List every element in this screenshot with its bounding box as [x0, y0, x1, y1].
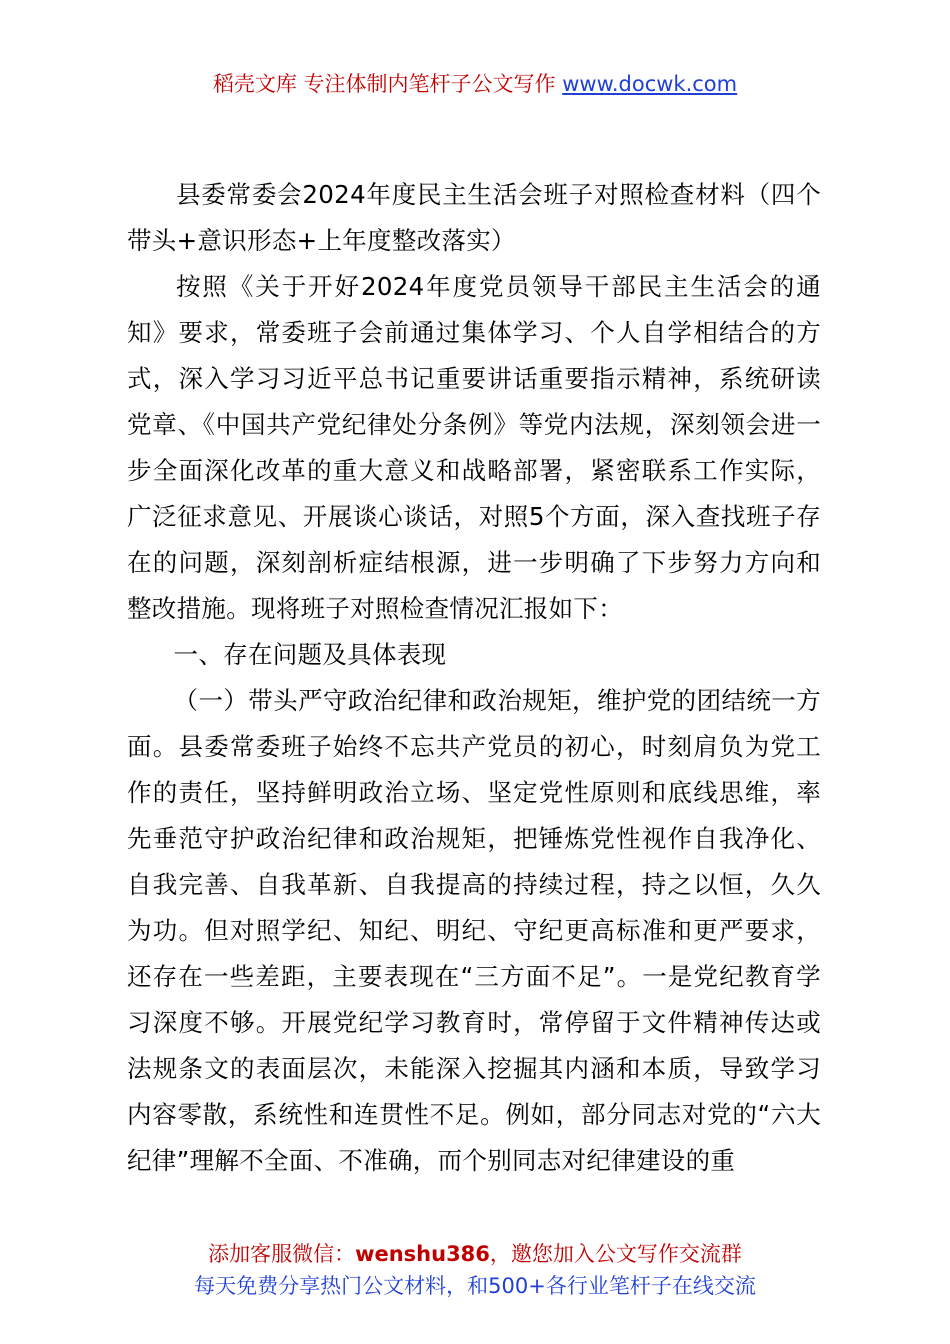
document-title: 县委常委会2024年度民主生活会班子对照检查材料（四个带头+意识形态+上年度整改落实）: [127, 180, 821, 255]
page-header: [0, 68, 950, 100]
header-brand-text: 稻壳文库 专注体制内笔杆子公文写作: [212, 72, 556, 96]
header-url-link[interactable]: www.docwk.com: [562, 72, 738, 96]
paragraph-intro: 按照《关于开好2024年度党员领导干部民主生活会的通知》要求，常委班子会前通过集体学习、个人自学相结合的方式，深入学习习近平总书记重要讲话重要指示精神，系统研读党章、《中国共产党纪律处分条例》等党内法规，深刻领会进一步全面深化改革的重大意义和战略部署，紧密联系工作实际，广泛征求意见、开展谈心谈话，对照5个方面，深入查找班子存在的问题，深刻剖析症结根源，进一步明确了下步努力方向和整改措施。现将班子对照检查情况汇报如下：: [127, 272, 821, 623]
footer-wechat-prefix: 添加客服微信：: [208, 1242, 356, 1266]
footer-line-1: [0, 1238, 950, 1270]
footer-wechat-suffix: ，邀您加入公文写作交流群: [489, 1242, 742, 1266]
footer-line-2: 每天免费分享热门公文材料，和500+各行业笔杆子在线交流: [194, 1274, 756, 1298]
section-heading: 一、存在问题及具体表现: [173, 640, 447, 669]
paragraph-section-1: （一）带头严守政治纪律和政治规矩，维护党的团结统一方面。县委常委班子始终不忘共产党员的初心，时刻肩负为党工作的责任，坚持鲜明政治立场、坚定党性原则和底线思维，率先垂范守护政治纪律和政治规矩，把锤炼党性视作自我净化、自我完善、自我革新、自我提高的持续过程，持之以恒，久久为功。但对照学纪、知纪、明纪、守纪更高标准和更严要求，还存在一些差距，主要表现在“三方面不足”。一是党纪教育学习深度不够。开展党纪学习教育时，常停留于文件精神传达或法规条文的表面层次，未能深入挖掘其内涵和本质，导致学习内容零散，系统性和连贯性不足。例如，部分同志对党的“六大纪律”理解不全面、不准确，而个别同志对纪律建设的重: [127, 686, 821, 1175]
page-footer: [0, 1238, 950, 1302]
document-body: [127, 172, 821, 1184]
footer-wechat-id: wenshu386: [355, 1242, 490, 1266]
